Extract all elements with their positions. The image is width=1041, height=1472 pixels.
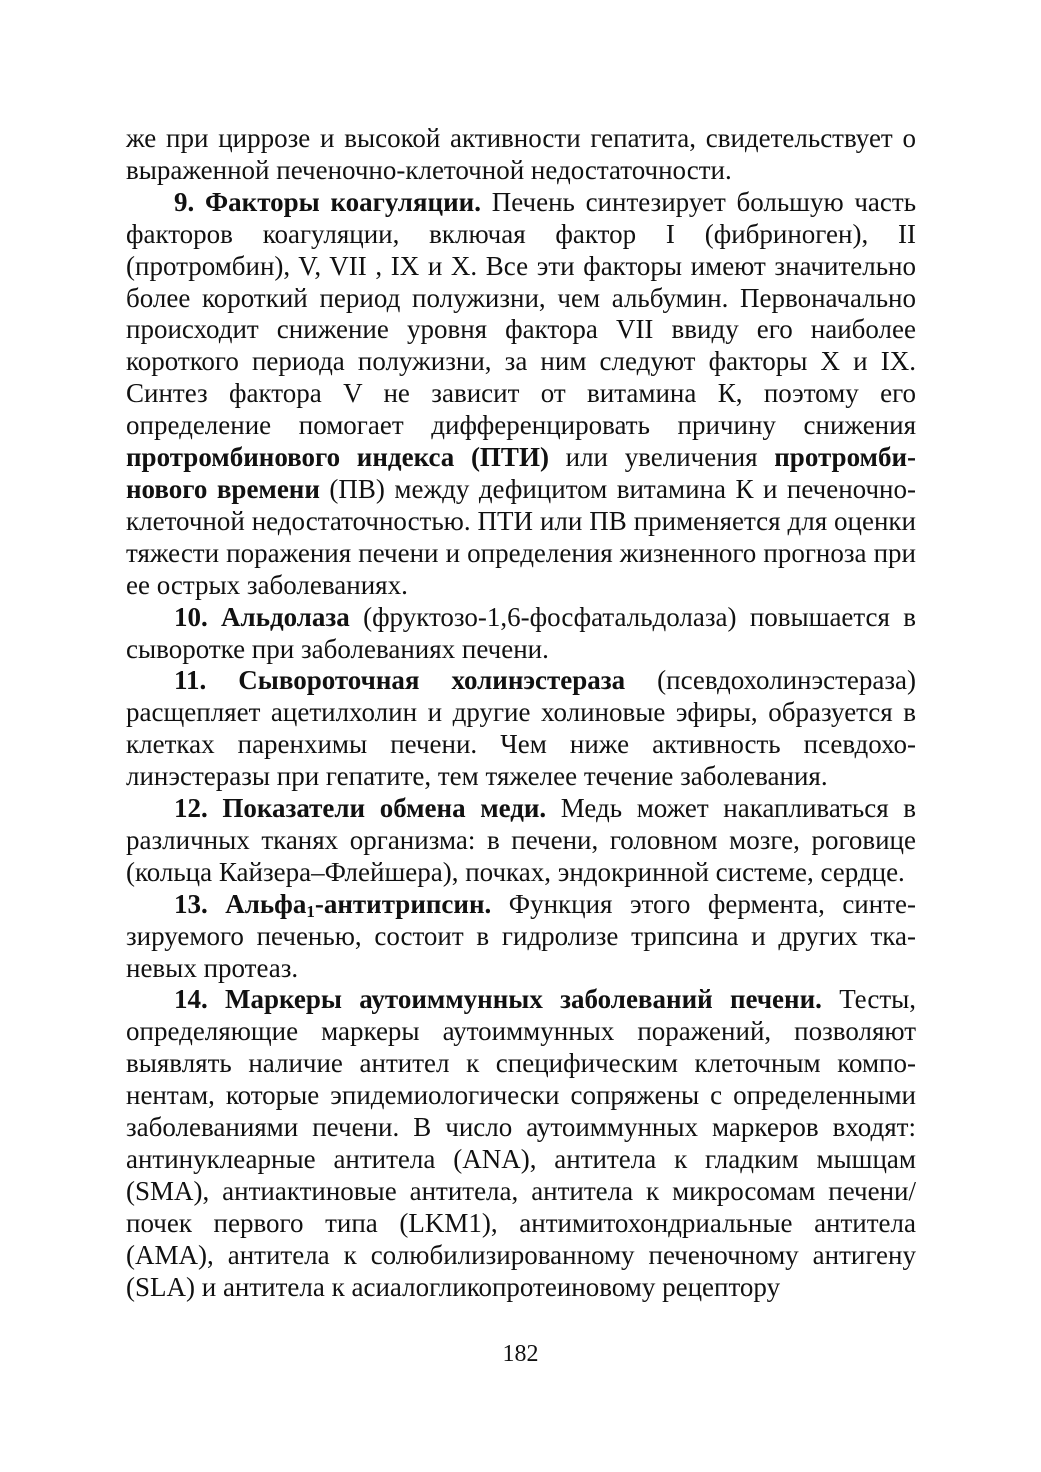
body-text: или увеличения (548, 442, 775, 473)
body-text: Тесты, определяющие маркеры аутоиммунных поражений, позволяют выявлять наличие антител к специфическим клеточным компонентам, которые эпидемиологически сопряжены с определенными заболеваниями печени. В число аутоиммунных маркеров входят: антинуклеарные антитела (ANA), антитела к гладким мышцам (SMA), антиактиновые антитела, антитела к микросомам печени/почек первого типа (LKM1), антимитохондриальные антитела (AMA), антитела к солюбилизированному печеночному антигену (SLA) и антитела к асиалогликопротеиновому рецептору (126, 984, 917, 1302)
bold-text: 12. Показатели обмена меди. (174, 793, 547, 824)
bold-text: 13. Альфа (174, 888, 307, 919)
bold-text: протромбинового времени (126, 442, 917, 504)
paragraph (126, 187, 916, 602)
paragraph (126, 665, 916, 793)
body-text: Печень синтезирует большую часть факторов коагуляции, включая фактор I (фибриноген), II (протромбин), V, VII , IX и X. Все эти факторы имеют значительно более короткий период полужизни, чем альбумин. Первоначально происходит снижение уровня фактора VII ввиду его наиболее короткого периода полужизни, за ним следуют факторы X и IX. Синтез фактора V не зависит от витамина К, поэтому его определение помогает дифференцировать причину снижения (126, 186, 917, 441)
subscript-text: 1 (306, 901, 315, 921)
paragraph (126, 984, 916, 1303)
body-text: (ПВ) между дефицитом витамина К и печеночно-клеточной недостаточностью. ПТИ или ПВ применяется для оценки тяжести поражения печени и определения жизненного прогноза при ее острых заболеваниях. (126, 473, 916, 600)
bold-text: 10. Альдолаза (174, 601, 350, 632)
body-text: (фруктозо-1,6-фосфатальдолаза) повышается в сыворотке при заболеваниях печени. (126, 601, 916, 664)
paragraph (126, 889, 916, 985)
bold-text: 9. Факторы коагуляции. (174, 186, 481, 217)
page-body (126, 123, 916, 1304)
bold-text: 14. Маркеры аутоиммунных заболеваний печени. (174, 984, 822, 1015)
body-text: (псевдохолинэстераза) расщепляет ацетилхолин и другие холиновые эфиры, образуется в клетках паренхимы печени. Чем ниже активность псевдохолинэстеразы при гепатите, тем тяжелее течение заболевания. (126, 665, 916, 792)
paragraph (126, 793, 916, 889)
bold-text: протромбинового индекса (ПТИ) (126, 442, 549, 473)
bold-text: 11. Сывороточная холинэстераза (174, 665, 626, 696)
body-text: Медь может накапливаться в различных тканях организма: в печени, головном мозге, роговице (кольца Кайзера–Флейшера), почках, эндокринной системе, сердце. (126, 793, 916, 887)
page-number: 182 (502, 1341, 539, 1367)
body-text: Функция этого фермента, синтезируемого печенью, состоит в гидролизе трипсина и других тканевых протеаз. (126, 888, 916, 983)
body-text: же при циррозе и высокой активности гепатита, свидетельствует о выраженной печеночно-клеточной недостаточности. (126, 123, 916, 185)
bold-text: -антитрипсин. (314, 888, 492, 919)
paragraph (126, 602, 916, 666)
paragraph (126, 123, 916, 187)
